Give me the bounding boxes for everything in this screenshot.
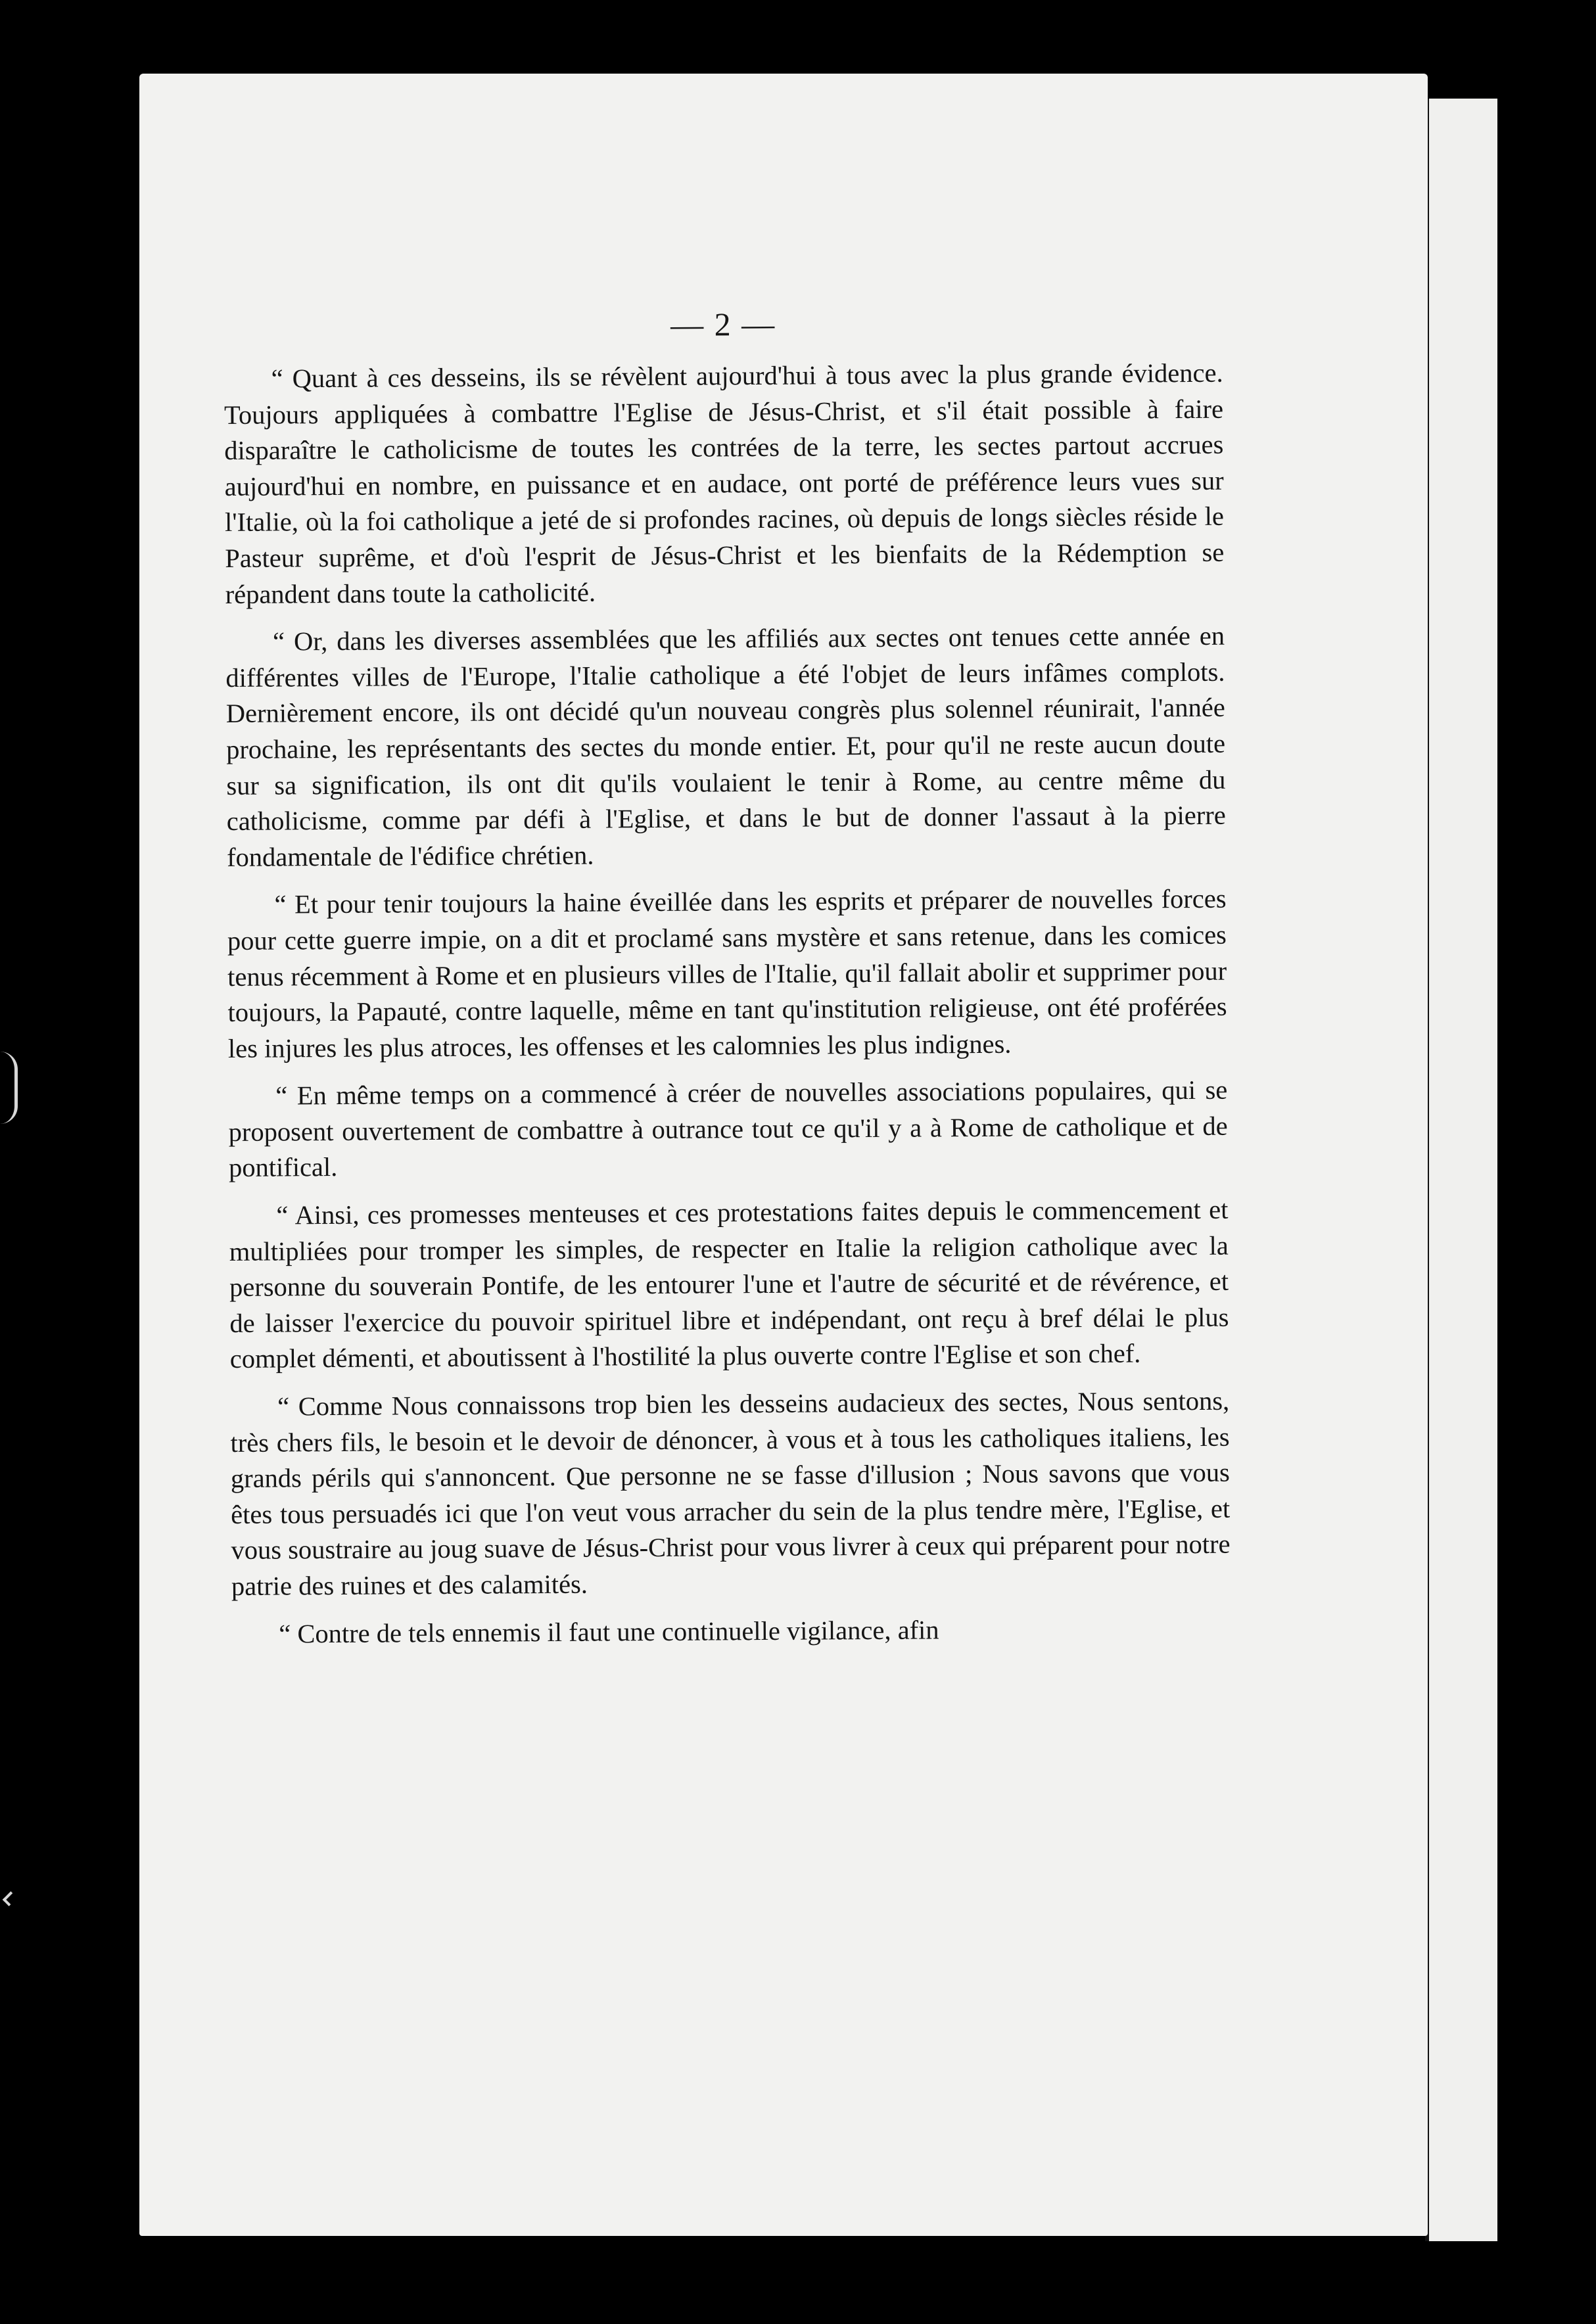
paragraph-5: “ Ainsi, ces promesses menteuses et ces protestations faites depuis le commencement et multipliées pour tromper les simples, de respecter en Italie la religion catholique avec la personne du souverain Pontife, de les entourer l'une et l'autre de sécurité et de révérence, et de laisser l'exercice du pouvoir spirituel libre et indépendant, ont reçu à bref délai le plus complet démenti, et aboutissent à l'hostilité la plus ouverte contre l'Eglise et son chef. xyxy=(229,1194,1229,1374)
adjacent-page-edge xyxy=(1425,99,1497,2241)
scan-margin-tick xyxy=(3,1892,18,1907)
paragraph-2: “ Or, dans les diverses assemblées que les affiliés aux sectes ont tenues cette année en différentes villes de l'Europe, l'Italie catholique a été l'objet de leurs infâmes complots. Dernièrement encore, ils ont décidé qu'un nouveau congrès plus solennel réunirait, l'année prochaine, les représentants des sectes du monde entier. Et, pour qu'il ne reste aucun doute sur sa signification, ils ont dit qu'ils voulaient le tenir à Rome, au centre même du catholicisme, comme par défi à l'Eglise, et dans le but de donner l'assaut à la pierre fondamentale de l'édifice chrétien. xyxy=(225,620,1226,872)
paragraph-3: “ Et pour tenir toujours la haine éveillée dans les esprits et préparer de nouvelles forces pour cette guerre impie, on a dit et proclamé sans mystère et sans retenue, dans les comices tenus récemment à Rome et en plusieurs villes de l'Italie, qu'il fallait abolir et supprimer pour toujours, la Papauté, contre laquelle, même en tant qu'institution religieuse, ont été proférées les injures les plus atroces, les offenses et les calomnies les plus indignes. xyxy=(227,884,1227,1063)
scan-margin-mark xyxy=(0,1052,18,1124)
paragraph-6: “ Comme Nous connaissons trop bien les desseins audacieux des sectes, Nous sentons, très chers fils, le besoin et le devoir de dénoncer, à vous et à tous les catholiques italiens, les grands périls qui s'annoncent. Que personne ne se fasse d'illusion ; Nous savons que vous êtes tous persuadés ici que l'on veut vous arracher du sein de la plus tendre mère, l'Eglise, et vous soustraire au joug suave de Jésus-Christ pour vous livrer à ceux qui préparent pour notre patrie des ruines et des calamités. xyxy=(230,1385,1231,1601)
paragraph-4: “ En même temps on a commencé à créer de nouvelles associations populaires, qui se proposent ouvertement de combattre à outrance tout ce qu'il y a à Rome de catholique et de pontifical. xyxy=(228,1075,1228,1183)
page-number: — 2 — xyxy=(670,305,776,343)
paragraph-1: “ Quant à ces desseins, ils se révèlent aujourd'hui à tous avec la plus grande évidence. Toujours appliquées à combattre l'Eglise de Jésus-Christ, et s'il était possible à faire disparaître le catholicisme de toutes les contrées de la terre, les sectes partout accrues aujourd'hui en nombre, en puissance et en audace, ont porté de préférence leurs vues sur l'Italie, où la foi catholique a jeté de si profondes racines, où depuis de longs siècles réside le Pasteur suprême, et d'où l'esprit de Jésus-Christ et les bienfaits de la Rédemption se répandent dans toute la catholicité. xyxy=(223,358,1225,609)
page-text-block xyxy=(223,302,1232,1951)
paragraph-7: “ Contre de tels ennemis il faut une continuelle vigilance, afin xyxy=(279,1614,939,1649)
